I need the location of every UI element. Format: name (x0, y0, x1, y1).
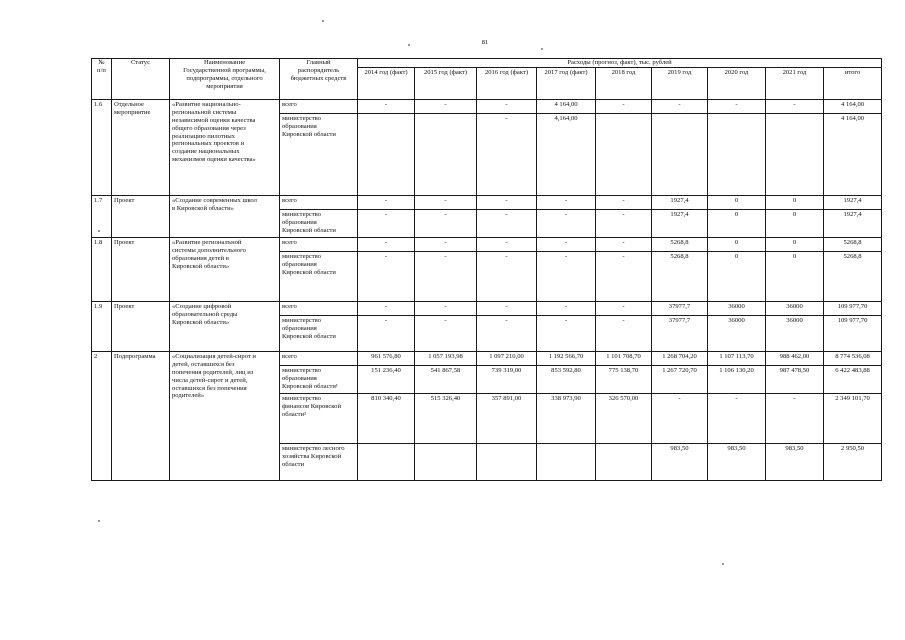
value-cell: 987 478,50 (766, 365, 824, 393)
value-cell: 0 (708, 209, 766, 237)
value-cell: 109 977,70 (824, 301, 882, 315)
row-manager: министерство образования Кировской области (280, 315, 358, 351)
value-cell: 2 950,50 (824, 443, 882, 480)
value-cell (477, 443, 537, 480)
value-cell: 0 (766, 237, 824, 251)
value-cell: - (537, 237, 596, 251)
value-cell: - (477, 113, 537, 195)
value-cell: 775 138,70 (596, 365, 652, 393)
value-cell: 338 973,90 (537, 393, 596, 443)
value-cell: 5268,8 (824, 237, 882, 251)
value-cell: 1 107 113,70 (708, 351, 766, 365)
value-cell: - (415, 315, 477, 351)
value-cell: 0 (766, 195, 824, 209)
value-cell: - (358, 301, 415, 315)
header-year: 2016 год (факт) (477, 67, 537, 99)
row-manager: министерство лесного хозяйства Кировской области (280, 443, 358, 480)
row-number: 1.6 (92, 99, 112, 195)
value-cell: 36000 (766, 301, 824, 315)
value-cell (415, 443, 477, 480)
row-status: Проект (112, 195, 170, 237)
value-cell: 0 (708, 251, 766, 301)
value-cell: 1 192 566,70 (537, 351, 596, 365)
value-cell: - (358, 99, 415, 113)
value-cell: - (477, 209, 537, 237)
row-manager: министерство образования Кировской области (280, 251, 358, 301)
value-cell: - (477, 195, 537, 209)
value-cell: 853 592,80 (537, 365, 596, 393)
value-cell: - (766, 99, 824, 113)
row-manager: всего (280, 351, 358, 365)
value-cell: 0 (766, 251, 824, 301)
value-cell: 810 340,40 (358, 393, 415, 443)
value-cell: 1927,4 (652, 195, 708, 209)
header-row-top (92, 59, 882, 68)
value-cell: - (596, 209, 652, 237)
table-row (92, 237, 882, 251)
page-number: 81 (481, 39, 489, 46)
header-name: Наименование Государственной программы, подпрограммы, отдельного мероприятия (170, 59, 280, 100)
scan-speck (408, 44, 410, 46)
scan-speck (322, 20, 324, 22)
value-cell (415, 113, 477, 195)
row-manager: министерство финансов Кировской области² (280, 393, 358, 443)
value-cell: 1 101 708,70 (596, 351, 652, 365)
value-cell: - (358, 195, 415, 209)
value-cell: 0 (766, 209, 824, 237)
value-cell: 5268,8 (652, 237, 708, 251)
value-cell: - (537, 315, 596, 351)
value-cell: - (358, 251, 415, 301)
value-cell: 5268,8 (652, 251, 708, 301)
row-manager: министерство образования Кировской области (280, 113, 358, 195)
value-cell: 541 867,58 (415, 365, 477, 393)
value-cell: - (596, 251, 652, 301)
value-cell: 37977,7 (652, 315, 708, 351)
value-cell: - (358, 237, 415, 251)
value-cell: 4 164,00 (537, 99, 596, 113)
scan-speck (98, 230, 100, 232)
row-name: «Развитие регионалъной системы дополнительного образования детей в Кировской области» (170, 237, 280, 301)
row-status: Подпрограмма (112, 351, 170, 480)
value-cell: - (537, 209, 596, 237)
row-manager: всего (280, 301, 358, 315)
value-cell (358, 443, 415, 480)
row-status: Проект (112, 237, 170, 301)
row-name: «Социализация детей-сирот и детей, оставшихся без попечения родителей, лиц из числа детей-сирот и детей, оставшихся без попечения родителей» (170, 351, 280, 480)
value-cell: - (415, 237, 477, 251)
budget-table (91, 58, 882, 481)
value-cell: - (415, 301, 477, 315)
table-row (92, 99, 882, 113)
value-cell: 6 422 483,88 (824, 365, 882, 393)
value-cell: 988 462,00 (766, 351, 824, 365)
value-cell (596, 443, 652, 480)
value-cell: - (477, 315, 537, 351)
value-cell: - (415, 99, 477, 113)
value-cell: - (596, 315, 652, 351)
value-cell: - (477, 301, 537, 315)
value-cell: 983,50 (652, 443, 708, 480)
row-manager: всего (280, 195, 358, 209)
value-cell (358, 113, 415, 195)
value-cell: - (415, 209, 477, 237)
value-cell: 961 576,80 (358, 351, 415, 365)
value-cell (766, 113, 824, 195)
value-cell: 36000 (708, 301, 766, 315)
scan-speck (98, 520, 100, 522)
value-cell: 515 326,40 (415, 393, 477, 443)
table-row (92, 195, 882, 209)
value-cell: 739 319,00 (477, 365, 537, 393)
value-cell: 1 057 193,98 (415, 351, 477, 365)
table-row (92, 301, 882, 315)
row-manager: министерство образования Кировской области¹ (280, 365, 358, 393)
value-cell: - (596, 195, 652, 209)
value-cell: 1927,4 (824, 195, 882, 209)
header-year: итого (824, 67, 882, 99)
row-manager: всего (280, 237, 358, 251)
value-cell: 8 774 536,08 (824, 351, 882, 365)
row-status: Проект (112, 301, 170, 351)
header-status: Статус (112, 59, 170, 100)
row-manager: всего (280, 99, 358, 113)
header-year: 2019 год (652, 67, 708, 99)
value-cell: 151 236,40 (358, 365, 415, 393)
header-manager: Главный распорядитель бюджетных средств (280, 59, 358, 100)
value-cell: 2 349 101,70 (824, 393, 882, 443)
value-cell: - (652, 99, 708, 113)
row-name: «Создание цифровой образовательной среды Кировской области» (170, 301, 280, 351)
value-cell: - (477, 99, 537, 113)
value-cell: 1927,4 (652, 209, 708, 237)
value-cell: 0 (708, 195, 766, 209)
header-year: 2018 год (596, 67, 652, 99)
value-cell: 36000 (708, 315, 766, 351)
table-row (92, 351, 882, 365)
row-number: 2 (92, 351, 112, 480)
value-cell: - (708, 393, 766, 443)
header-year: 2014 год (факт) (358, 67, 415, 99)
value-cell: - (358, 315, 415, 351)
value-cell: - (358, 209, 415, 237)
value-cell: 0 (708, 237, 766, 251)
row-number: 1.7 (92, 195, 112, 237)
row-number: 1.9 (92, 301, 112, 351)
row-name: «Развитие национально- региональной системы независимой оценки качества общего образования через реализацию пилотных региональных проектов и создание национальных механизмов оценки качества» (170, 99, 280, 195)
row-number: 1.8 (92, 237, 112, 301)
row-manager: министерство образования Кировской области (280, 209, 358, 237)
value-cell: - (477, 237, 537, 251)
value-cell: 1 097 210,00 (477, 351, 537, 365)
value-cell: - (477, 251, 537, 301)
value-cell: - (596, 99, 652, 113)
value-cell: 1 267 720,70 (652, 365, 708, 393)
value-cell: 5268,8 (824, 251, 882, 301)
header-num: № п/п (92, 59, 112, 100)
value-cell: 109 977,70 (824, 315, 882, 351)
value-cell: 4 164,00 (824, 99, 882, 113)
value-cell: 36000 (766, 315, 824, 351)
row-status: Отдельное мероприятие (112, 99, 170, 195)
scan-speck (722, 563, 724, 565)
value-cell: 1 268 704,20 (652, 351, 708, 365)
value-cell (652, 113, 708, 195)
value-cell: 983,50 (708, 443, 766, 480)
value-cell: - (596, 301, 652, 315)
header-year: 2021 год (766, 67, 824, 99)
value-cell: - (766, 393, 824, 443)
value-cell (596, 113, 652, 195)
value-cell: 37977,7 (652, 301, 708, 315)
value-cell: - (415, 195, 477, 209)
value-cell: 357 891,00 (477, 393, 537, 443)
row-name: «Создание современных школ в Кировской области» (170, 195, 280, 237)
budget-table-body (92, 99, 882, 480)
value-cell: - (708, 99, 766, 113)
value-cell (537, 443, 596, 480)
value-cell: 4,164,00 (537, 113, 596, 195)
header-year: 2020 год (708, 67, 766, 99)
value-cell: - (537, 301, 596, 315)
value-cell: 1 106 130,20 (708, 365, 766, 393)
header-year: 2017 год (факт) (537, 67, 596, 99)
value-cell: 1927,4 (824, 209, 882, 237)
value-cell: - (652, 393, 708, 443)
value-cell: - (537, 195, 596, 209)
header-expenses: Расходы (прогноз, факт), тыс. рублей (358, 59, 882, 68)
value-cell: 326 570,00 (596, 393, 652, 443)
value-cell: - (596, 237, 652, 251)
header-year: 2015 год (факт) (415, 67, 477, 99)
scan-speck (541, 48, 543, 50)
value-cell (708, 113, 766, 195)
value-cell: 4 164,00 (824, 113, 882, 195)
value-cell: - (537, 251, 596, 301)
value-cell: - (415, 251, 477, 301)
value-cell: 983,50 (766, 443, 824, 480)
